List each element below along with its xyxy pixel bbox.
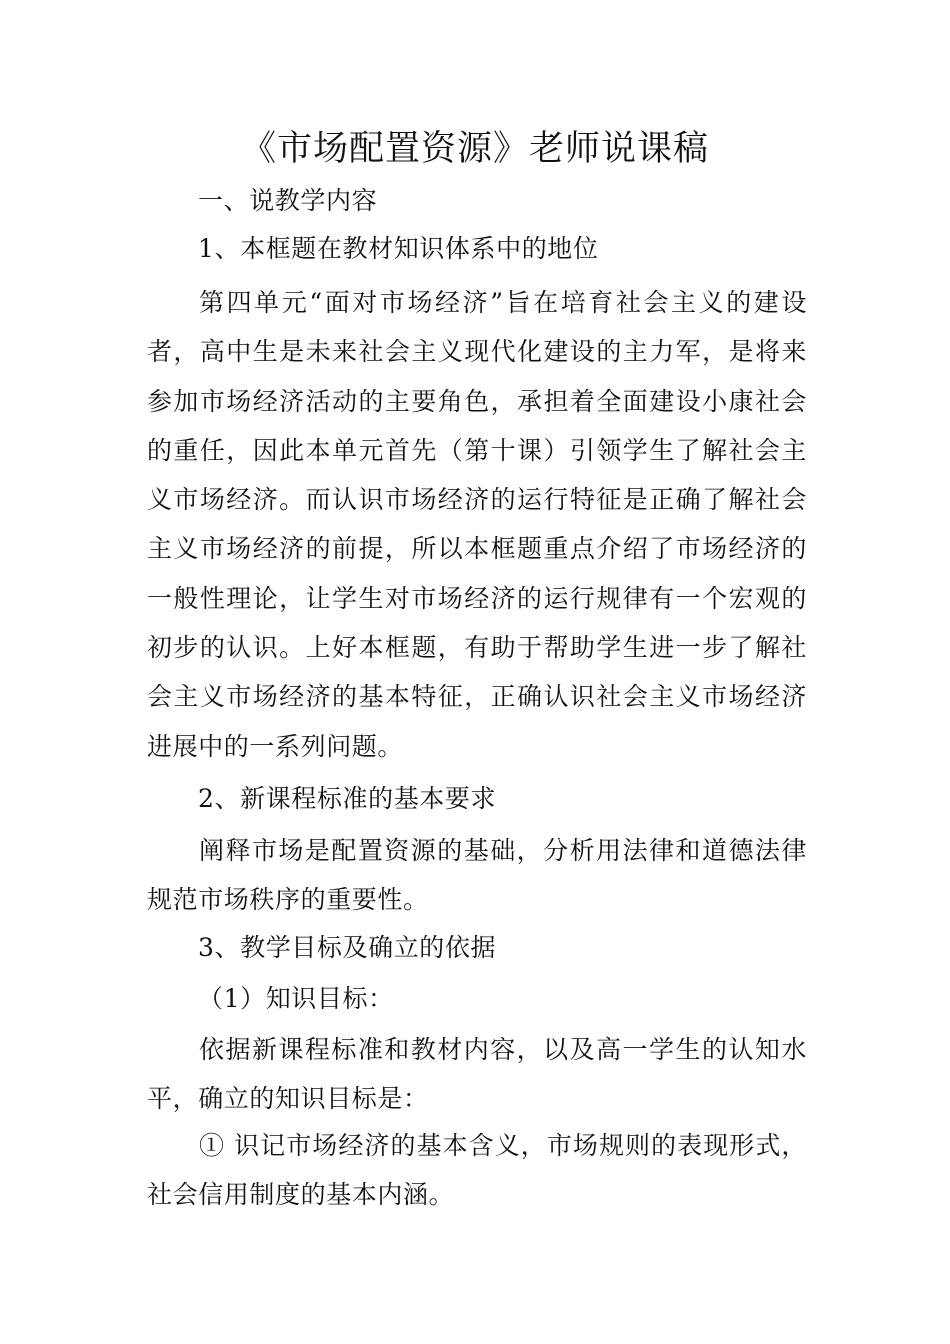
subheading-curriculum-requirements: 2、新课程标准的基本要求	[198, 784, 497, 813]
section-heading-teaching-content: 一、说教学内容	[198, 186, 378, 215]
document-title: 《市场配置资源》老师说课稿	[240, 129, 709, 169]
subheading-teaching-objectives: 3、教学目标及确立的依据	[198, 933, 497, 962]
paragraph-unit-overview: 第四单元“面对市场经济”旨在培育社会主义的建设者，高中生是未来社会主义现代化建设的主力军，是将来参加市场经济活动的主要角色，承担着全面建设小康社会的重任，因此本单元首先（第十课）引领学生了解社会主义市场经济。而认识市场经济的运行特征是正确了解社会主义市场经济的前提，所以本框题重点介绍了市场经济的一般性理论，让学生对市场经济的运行规律有一个宏观的初步的认识。上好本框题，有助于帮助学生进一步了解社会主义市场经济的基本特征，正确认识社会主义市场经济进展中的一系列问题。	[147, 288, 807, 761]
subheading-knowledge-objectives: （1）知识目标：	[198, 984, 394, 1013]
paragraph-knowledge-objectives-basis: 依据新课程标准和教材内容，以及高一学生的认知水平，确立的知识目标是：	[147, 1035, 807, 1114]
paragraph-curriculum-requirements: 阐释市场是配置资源的基础，分析用法律和道德法律规范市场秩序的重要性。	[147, 836, 807, 915]
paragraph-objective-item-1: ① 识记市场经济的基本含义，市场规则的表现形式，社会信用制度的基本内涵。	[147, 1131, 807, 1210]
subheading-position-in-textbook: 1、本框题在教材知识体系中的地位	[198, 234, 599, 263]
